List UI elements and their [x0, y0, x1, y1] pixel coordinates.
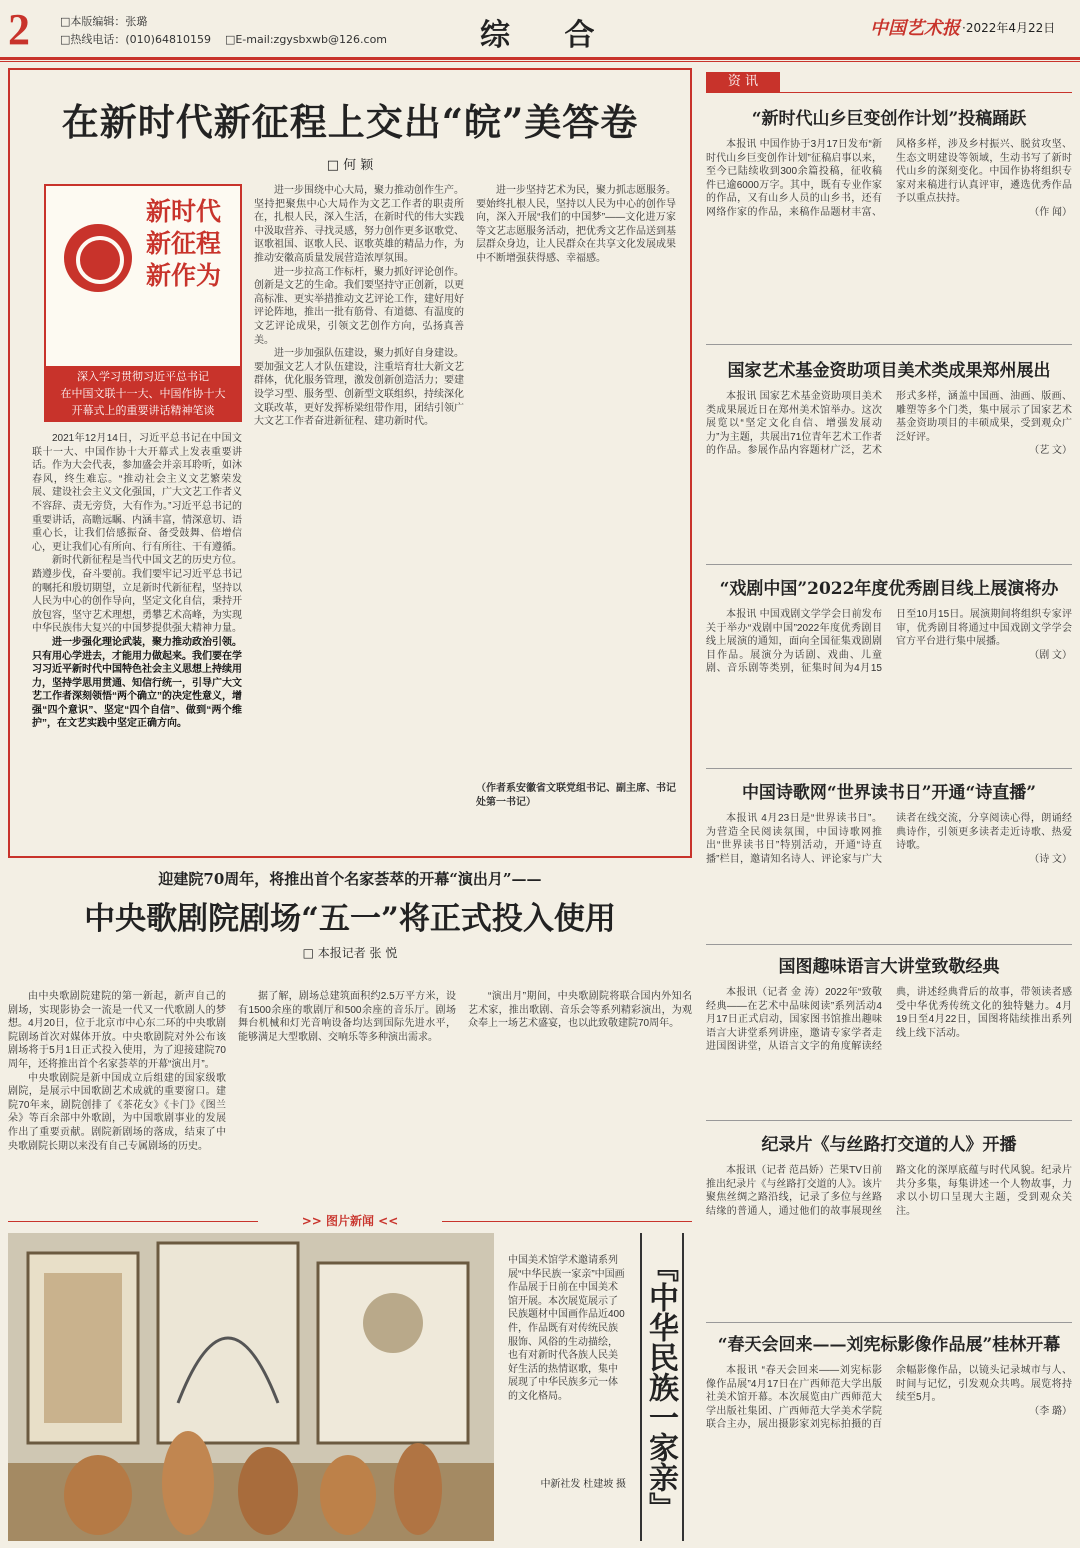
- divider: [706, 344, 1072, 345]
- exhibition-photo: [8, 1233, 494, 1541]
- feature-column-3: 进一步坚持艺术为民，聚力抓志愿服务。要始终扎根人民，坚持以人民为中心的创作导向，深入开展“我们的中国梦”——文化进万家等文艺志愿服务活动，把优秀文艺作品送到基层群众身边，让人民群众在共享文化发展成果中不断增强获得感、幸福感。: [476, 185, 676, 264]
- feature-column-1: 2021年12月14日，习近平总书记在中国文联十一大、中国作协十大开幕式上发表重要讲话。作为大会代表，参加盛会并亲耳聆听，如沐春风，终生难忘。“推动社会主义文艺繁荣发展、建设社会主义文化强国，广大文艺工作者义不容辞、责无旁贷，大有作为。”习近平总书记的重要讲话，高瞻远瞩、内涵丰富，情深意切、语重心长，让我们倍感振奋、备受鼓舞、倍增信心，更让我们心有所向、行有所往、干有遵循。 新时代新征程是当代中国文艺的历史方位。踏遵步伐，奋斗要前。我们要牢记习近平总书记的嘱托和殷切期望，立足新时代新征程，坚持以人民为中心的创作导向，坚定文化自信，秉持开放包容，坚守艺术理想，勇攀艺术高峰，为实现中华民族伟大复兴的中国梦提供强大精神力量。 进一步强化理论武装，聚力推动政治引领。只有用心学进去，才能用力做起来。我们要在学习习近平新时代中国特色社会主义思想上持续用力，坚持学思用贯通、知信行统一，引导广大文艺工作者深刻领悟“两个确立”的决定性意义，增强“四个意识”、坚定“四个自信”、做到“两个维护”，在文艺实践中坚定正确方向。: [32, 433, 242, 730]
- exhibition-photo-image: [8, 1233, 494, 1541]
- divider: [706, 944, 1072, 945]
- feature-article: [8, 68, 692, 858]
- divider: [706, 564, 1072, 565]
- rail-tag: 资 讯: [706, 72, 780, 92]
- rail-article-5: 本报讯（记者 金 涛）2022年“致敬经典——在艺术中品味阅读”系列活动4月17日正式启动，国家图书馆推出趣味语言大讲堂系列讲座，邀请专家学者走进国图讲堂，从语言文字的角度解读经典，讲述经典背后的故事，带领读者感受中华优秀传统文化的独特魅力。4月19日至4月22日，国图将陆续推出系列线上线下活动。: [706, 987, 1072, 1053]
- newspaper-logo: 中国艺术报: [870, 18, 960, 39]
- header-rule-thin: [0, 61, 1080, 62]
- rail-rule: [706, 92, 1072, 93]
- rail-headline-2: 国家艺术基金资助项目美术类成果郑州展出: [727, 361, 1051, 381]
- feature-byline: （作者系安徽省文联党组书记、副主席、书记处第一书记）: [476, 783, 676, 808]
- rail-article-3: 本报讯 中国戏剧文学学会日前发布关于举办“戏剧中国”2022年度优秀剧目线上展演的通知，面向全国征集戏剧剧目作品。展演分为话剧、戏曲、儿童剧、音乐剧等类别，征集时间为4月15日至10月15日。展演期间将组织专家评审，优秀剧目将通过中国戏剧文学学会官方平台进行集中展播。 （剧 文）: [706, 609, 1072, 675]
- rail-headline-7: “春天会回来——刘宪标影像作品展”桂林开幕: [717, 1335, 1061, 1355]
- emblem-icon: [64, 224, 132, 292]
- masthead: [0, 0, 1080, 60]
- photo-news-bar: [8, 1212, 692, 1230]
- second-column-1: 由中央歌剧院建院的第一新起，新声自己的剧场，实现影协会一流是一代又一代歌剧人的梦想。4月20日，位于北京市中心东二环的中央歌剧院剧场首次对媒体开放。中央歌剧院对外公布该剧场将于5月1日正式投入使用，为了迎接建院70周年，还将推出首个名家荟萃的开幕“演出月”。 中央歌剧院是新中国成立后组建的国家级歌剧院，是展示中国歌剧艺术成就的重要窗口。建院70年来，剧院创排了《茶花女》《卡门》《图兰朵》等百余部中外歌剧，为中国歌剧事业的发展作出了重要贡献。剧院新剧场的落成，结束了中央歌剧院长期以来没有自己专属剧场的历史。: [8, 991, 226, 1152]
- email: □E-mail:zgysbxwb@126.com: [224, 33, 388, 46]
- rail-headline-1: “新时代山乡巨变创作计划”投稿踊跃: [751, 109, 1027, 129]
- second-column-3: “演出月”期间，中央歌剧院将联合国内外知名艺术家，推出歌剧、音乐会等系列精彩演出，为观众奉上一场艺术盛宴，也以此致敬建院70周年。: [468, 991, 692, 1030]
- feature-headline: 在新时代新征程上交出“皖”美答卷: [61, 100, 639, 144]
- series-badge: [44, 184, 242, 422]
- hotline: □热线电话：(010)64810159: [60, 33, 211, 46]
- feature-column-2: 进一步围绕中心大局，聚力推动创作生产。坚持把聚焦中心大局作为文艺工作者的职责所在，扎根人民，深入生活，在新时代的伟大实践中汲取营养、寻找灵感，努力创作更多讴歌党、讴歌祖国、讴歌人民、讴歌英雄的精品力作，为推动安徽高质量发展营造浓厚氛围。 进一步拉高工作标杆，聚力抓好评论创作。创新是文艺的生命。我们要坚持守正创新，以更高标准、更实举措推动文艺评论工作，建好用好评论阵地，推出一批有筋骨、有道德、有温度的文艺评论成果，引领文艺创作方向，弘扬真善美。 进一步加强队伍建设，聚力抓好自身建设。要加强文艺人才队伍建设，注重培育壮大新文艺群体，优化服务管理，激发创新创造活力；要建设学习型、服务型、创新型文联组织，持续深化文联改革，更好发挥桥梁纽带作用，团结引领广大文艺工作者奋进新征程、建功新时代。: [254, 185, 464, 428]
- rail-article-1: 本报讯 中国作协于3月17日发布“新时代山乡巨变创作计划”征稿启事以来，至今已陆续收到300余篇投稿，征收稿件已逾6000万字。其中，既有专业作家的作品，又有山乡人员的山乡书，还有网络作家的作品，来稿作品题材丰富、风格多样，涉及乡村振兴、脱贫攻坚、生态文明建设等领域，生动书写了新时代山乡的深刻变化。中国作协将组织专家对来稿进行认真评审，遴选优秀作品予以重点扶持。 （作 闻）: [706, 139, 1072, 218]
- issue-date: ·2022年4月22日: [962, 21, 1056, 35]
- section-title: 综 合: [480, 18, 617, 53]
- second-article-header: [8, 868, 692, 961]
- rail-headline-3: “戏剧中国”2022年度优秀剧目线上展演将办: [719, 579, 1059, 599]
- photo-credit: 中新社发 杜建坡 摄: [540, 1479, 626, 1490]
- second-author: □ 本报记者 张 悦: [302, 946, 398, 960]
- page-number: 2: [8, 5, 30, 54]
- second-headline: 中央歌剧院剧场“五一”将正式投入使用: [84, 901, 616, 937]
- header-rule: [0, 57, 1080, 60]
- rail-article-2: 本报讯 国家艺术基金资助项目美术类成果展近日在郑州美术馆举办。这次展览以“坚定文化自信、增强发展动力”为主题，共展出71位青年艺术工作者的作品。参展作品内容题材广泛，艺术形式多样，涵盖中国画、油画、版画、雕塑等多个门类，集中展示了国家艺术基金资助项目的丰硕成果，受到观众广泛好评。 （艺 文）: [706, 391, 1072, 457]
- editor-name: □本版编辑：张璐: [60, 15, 148, 28]
- rail-article-4: 本报讯 4月23日是“世界读书日”。为营造全民阅读氛围，中国诗歌网推出“世界读书日”特别活动，开通“诗直播”栏目，邀请知名诗人、评论家与广大读者在线交流，分享阅读心得，朗诵经典诗作，引领更多读者走近诗歌、热爱诗歌。 （诗 文）: [706, 813, 1072, 865]
- divider: [706, 1322, 1072, 1323]
- rail-headline-4: 中国诗歌网“世界读书日”开通“诗直播”: [741, 783, 1037, 803]
- divider: [706, 1120, 1072, 1121]
- editor-info: [60, 13, 401, 49]
- badge-caption: 深入学习贯彻习近平总书记 在中国文联十一大、中国作协十大 开幕式上的重要讲话精神笔谈: [46, 366, 240, 420]
- photo-news-label: >> 图片新闻 <<: [301, 1214, 399, 1228]
- news-rail: [706, 68, 1072, 1548]
- rail-headline-5: 国图趣味语言大讲堂致敬经典: [778, 957, 1000, 977]
- feature-author: □ 何 颖: [326, 158, 374, 173]
- rail-article-6: 本报讯（记者 范昌娇）芒果TV日前推出纪录片《与丝路打交道的人》。该片聚焦丝绸之路沿线，记录了多位与丝路结缘的普通人，通过他们的故事展现丝路文化的深厚底蕴与时代风貌。纪录片共分多集，每集讲述一个人物故事，力求以小切口呈现大主题，受到观众关注。: [706, 1165, 1072, 1217]
- divider: [706, 768, 1072, 769]
- second-kicker: 迎建院70周年，将推出首个名家荟萃的开幕“演出月”——: [158, 870, 542, 888]
- rail-article-7: 本报讯 “春天会回来——刘宪标影像作品展”4月17日在广西师范大学出版社美术馆开幕。本次展览由广西师范大学出版社集团、广西师范大学美术学院联合主办，展出摄影家刘宪标拍摄的百余幅影像作品，以镜头记录城市与人、时间与记忆，引发观众共鸣。展览将持续至5月。 （李 璐）: [706, 1365, 1072, 1431]
- rail-headline-6: 纪录片《与丝路打交道的人》开播: [761, 1135, 1017, 1155]
- photo-caption: 中国美术馆学术邀请系列展“中华民族一家亲”中国画作品展于日前在中国美术馆开展。本次展览展示了民族题材中国画作品近400件，作品既有对传统民族服饰、风俗的生动描绘，也有对新时代各族人民美好生活的热情讴歌，集中展现了中华民族多元一体的文化格局。: [508, 1255, 625, 1402]
- badge-slogan: 新时代 新征程 新作为: [146, 197, 222, 290]
- photo-vertical-title: 『中华民族一家亲』: [640, 1233, 684, 1541]
- second-column-2: 据了解，剧场总建筑面积约2.5万平方米，设有1500余座的歌剧厅和500余座的音乐厅。剧场舞台机械和灯光音响设备均达到国际先进水平，能够满足大型歌剧、交响乐等多种演出需求。: [238, 991, 456, 1043]
